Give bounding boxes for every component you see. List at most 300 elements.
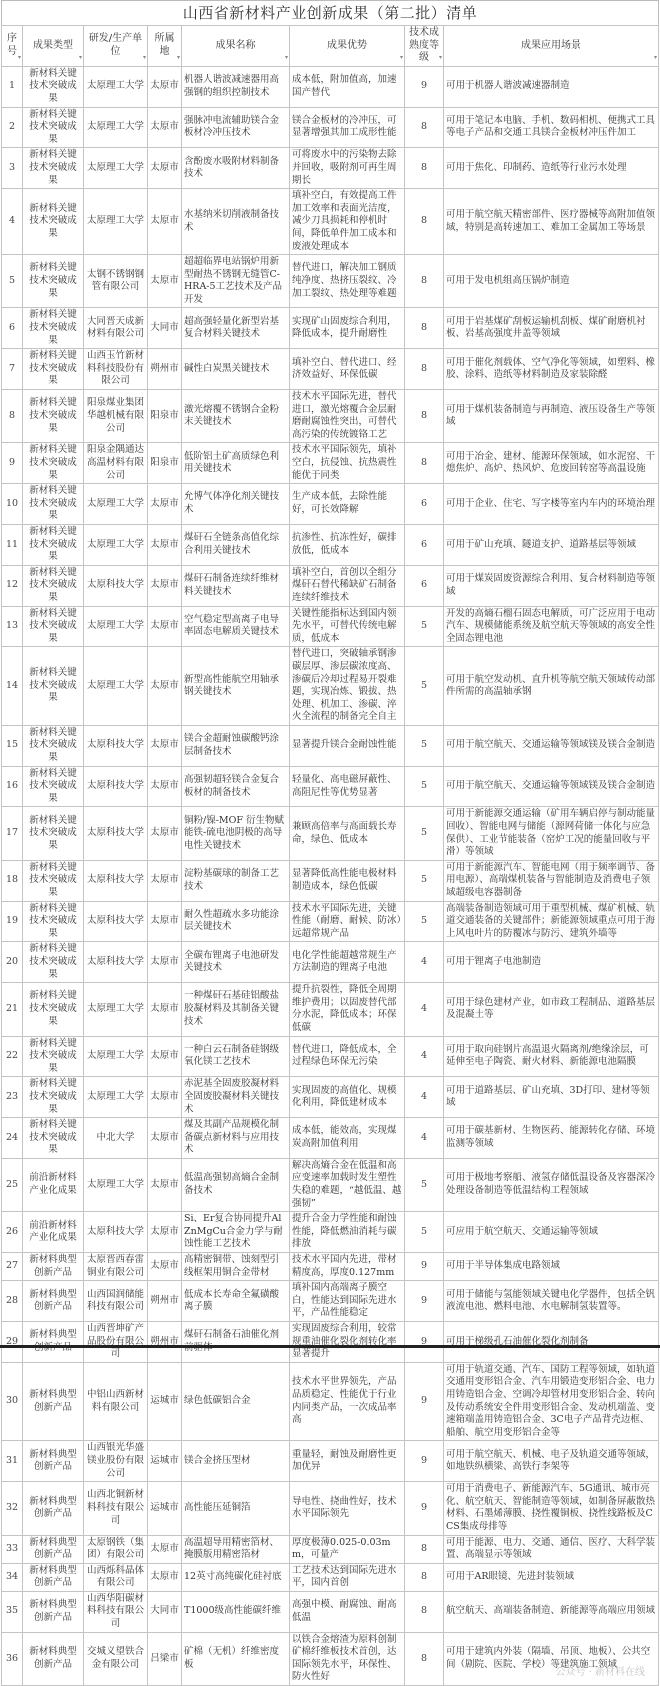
column-header-no[interactable]: 序号 ▾ [2,26,23,67]
city-cell[interactable]: 太原市 [148,606,182,647]
achievement-advantage-cell[interactable]: 抗渗性、抗冻性好，碳排放低，低成本 [290,524,405,565]
row-number-cell[interactable]: 12 [2,565,23,606]
city-cell[interactable]: 朔州市 [148,1281,182,1322]
table-row[interactable] [2,255,659,308]
achievement-name-cell[interactable]: 赤泥基全固废胶凝材料全固废胶凝材料关键技术 [182,1077,290,1118]
achievement-type-cell[interactable]: 新材料典型创新产品 [23,1535,84,1563]
achievement-advantage-cell[interactable]: 实现矿山固废综合利用，降低成本，提升耐磨性 [290,308,405,349]
application-scene-cell[interactable]: 可用于企业、住宅、写字楼等室内车内的环境治理 [444,484,659,525]
row-number-cell[interactable]: 6 [2,308,23,349]
maturity-level-cell[interactable]: 5 [405,807,444,860]
developer-unit-cell[interactable]: 太原理工大学 [84,484,148,525]
city-cell[interactable]: 太原市 [148,725,182,766]
maturity-level-cell[interactable]: 5 [405,1158,444,1211]
achievement-name-cell[interactable]: 高温超导用精密箔材、掩膜版用精密箔材 [182,1535,290,1563]
city-cell[interactable]: 太原市 [148,565,182,606]
application-scene-cell[interactable]: 可用于煤炭固废资源综合利用、复合材料制造等领域 [444,565,659,606]
table-row[interactable] [2,942,659,983]
city-cell[interactable]: 太原市 [148,1253,182,1281]
developer-unit-cell[interactable]: 太原科技大学 [84,565,148,606]
application-scene-cell[interactable]: 可用于道路基层、矿山充填、3D打印、建材等领域 [444,1077,659,1118]
row-number-cell[interactable]: 11 [2,524,23,565]
maturity-level-cell[interactable]: 6 [405,565,444,606]
column-header-type[interactable]: 成果类型 ▾ [23,26,84,67]
developer-unit-cell[interactable]: 太原理工大学 [84,983,148,1036]
maturity-level-cell[interactable]: 8 [405,1563,444,1591]
achievement-type-cell[interactable]: 新材料关键技术突破成果 [23,565,84,606]
city-cell[interactable]: 太原市 [148,1212,182,1253]
achievement-type-cell[interactable]: 新材料典型创新产品 [23,1322,84,1363]
table-row[interactable] [2,901,659,942]
developer-unit-cell[interactable]: 太原钢铁（集团）有限公司 [84,1535,148,1563]
maturity-level-cell[interactable]: 8 [405,390,444,443]
application-scene-cell[interactable]: 可用于AR眼镜、先进封装领域 [444,1563,659,1591]
achievement-advantage-cell[interactable]: 提升抗裂性，降低全周期维护费用；以固废替代部分水泥，降低成本；环保低碳 [290,983,405,1036]
achievement-name-cell[interactable]: 超超临界电站锅炉用新型耐热不锈钢无缝管C-HRA-5工艺技术及产品开发 [182,255,290,308]
application-scene-cell[interactable]: 可用于发电机组高压锅炉制造 [444,255,659,308]
application-scene-cell[interactable]: 可用于笔记本电脑、手机、数码相机、便携式工具等电子产品和交通工具镁合金板材冲压件加工 [444,107,659,148]
achievement-name-cell[interactable]: 镁合金挤压型材 [182,1441,290,1482]
column-header-name[interactable]: 成果名称 ▾ [182,26,290,67]
table-row[interactable] [2,1322,659,1363]
achievement-name-cell[interactable]: 煤矸石制备石油催化剂前驱体 [182,1322,290,1363]
city-cell[interactable]: 太原市 [148,255,182,308]
table-row[interactable] [2,1158,659,1211]
application-scene-cell[interactable]: 可用于半导体集成电路领域 [444,1253,659,1281]
row-number-cell[interactable]: 8 [2,390,23,443]
developer-unit-cell[interactable]: 山西烁科晶体有限公司 [84,1563,148,1591]
developer-unit-cell[interactable]: 太原理工大学 [84,66,148,107]
achievement-type-cell[interactable]: 新材料关键技术突破成果 [23,1118,84,1159]
table-row[interactable] [2,1281,659,1322]
achievement-type-cell[interactable]: 新材料关键技术突破成果 [23,255,84,308]
row-number-cell[interactable]: 15 [2,725,23,766]
achievement-type-cell[interactable]: 新材料典型创新产品 [23,1482,84,1535]
city-cell[interactable]: 太原市 [148,1563,182,1591]
developer-unit-cell[interactable]: 太原科技大学 [84,725,148,766]
row-number-cell[interactable]: 18 [2,860,23,901]
row-number-cell[interactable]: 30 [2,1362,23,1441]
achievement-advantage-cell[interactable]: 替代进口，降低成本，全过程绿色环保无污染 [290,1036,405,1077]
maturity-level-cell[interactable]: 5 [405,1212,444,1253]
maturity-level-cell[interactable]: 8 [405,107,444,148]
application-scene-cell[interactable]: 可用于航空航天、交通运输等领域镁及镁合金制造 [444,725,659,766]
developer-unit-cell[interactable]: 太原理工大学 [84,189,148,255]
filter-dropdown-icon[interactable]: ▾ [79,52,82,65]
row-number-cell[interactable]: 33 [2,1535,23,1563]
application-scene-cell[interactable]: 航空航天、高端装备制造、新能源等高端应用领域 [444,1591,659,1632]
achievement-type-cell[interactable]: 新材料典型创新产品 [23,1362,84,1441]
maturity-level-cell[interactable]: 4 [405,1036,444,1077]
row-number-cell[interactable]: 27 [2,1253,23,1281]
row-number-cell[interactable]: 24 [2,1118,23,1159]
table-row[interactable] [2,807,659,860]
table-row[interactable] [2,443,659,484]
maturity-level-cell[interactable]: 6 [405,524,444,565]
table-row[interactable] [2,390,659,443]
maturity-level-cell[interactable]: 8 [405,148,444,189]
achievement-name-cell[interactable]: T1000级高性能碳纤维 [182,1591,290,1632]
row-number-cell[interactable]: 32 [2,1482,23,1535]
city-cell[interactable]: 太原市 [148,766,182,807]
maturity-level-cell[interactable]: 9 [405,66,444,107]
achievement-name-cell[interactable]: 激光熔覆不锈钢合金粉末关键技术 [182,390,290,443]
developer-unit-cell[interactable]: 山西华阳碳材料科技有限公司 [84,1591,148,1632]
application-scene-cell[interactable]: 可用于煤机装备制造与再制造、液压设备生产等领域 [444,390,659,443]
application-scene-cell[interactable]: 可用于机器人谐波减速器制造 [444,66,659,107]
achievement-type-cell[interactable]: 新材料关键技术突破成果 [23,443,84,484]
achievement-advantage-cell[interactable]: 显著提升镁合金耐蚀性能 [290,725,405,766]
maturity-level-cell[interactable]: 9 [405,1482,444,1535]
achievement-advantage-cell[interactable]: 填补空白，有效提高工件加工效率和表面光洁度，减少刀具损耗和停机时间，降低单件加工成本和废液处理成本 [290,189,405,255]
developer-unit-cell[interactable]: 中北大学 [84,1118,148,1159]
achievement-type-cell[interactable]: 新材料典型创新产品 [23,1632,84,1685]
achievement-name-cell[interactable]: 绿色低碳铝合金 [182,1362,290,1441]
city-cell[interactable]: 大同市 [148,1591,182,1632]
achievement-name-cell[interactable]: 允博气体净化剂关键技术 [182,484,290,525]
developer-unit-cell[interactable]: 太原科技大学 [84,1212,148,1253]
city-cell[interactable]: 阳泉市 [148,443,182,484]
achievement-advantage-cell[interactable]: 替代进口，解决加工钢质纯净度、热挤压裂纹、冷加工裂纹、热处理等难题 [290,255,405,308]
table-row[interactable] [2,1591,659,1632]
application-scene-cell[interactable]: 可用于储能与氢能领域关键电化学器件，包括全钒液流电池、燃料电池、水电解制氢装置等。 [444,1281,659,1322]
developer-unit-cell[interactable]: 太原理工大学 [84,1036,148,1077]
achievement-advantage-cell[interactable]: 技术水平国际领先，填补空白，抗侵蚀、抗热震性能优于同类 [290,443,405,484]
column-header-city[interactable]: 所属地 ▾ [148,26,182,67]
filter-dropdown-icon[interactable]: ▾ [654,52,657,65]
row-number-cell[interactable]: 28 [2,1281,23,1322]
application-scene-cell[interactable]: 高端装备制造领域可用于重型机械、煤矿机械、轨道交通装备的关键部件；新能源领域重点可用于海上风电叶片的防覆冰与防污、建筑外墙等 [444,901,659,942]
developer-unit-cell[interactable]: 太原理工大学 [84,107,148,148]
developer-unit-cell[interactable]: 太原理工大学 [84,148,148,189]
achievement-type-cell[interactable]: 新材料关键技术突破成果 [23,189,84,255]
maturity-level-cell[interactable]: 5 [405,725,444,766]
filter-dropdown-icon[interactable]: ▾ [18,52,21,65]
achievement-advantage-cell[interactable]: 成本低，能效高，实现煤炭高附加值利用 [290,1118,405,1159]
achievement-type-cell[interactable]: 新材料关键技术突破成果 [23,484,84,525]
achievement-type-cell[interactable]: 新材料典型创新产品 [23,1441,84,1482]
maturity-level-cell[interactable]: 5 [405,901,444,942]
city-cell[interactable]: 太原市 [148,942,182,983]
achievement-name-cell[interactable]: 高精密铜带、蚀刻型引线框架用铜合金带材 [182,1253,290,1281]
table-row[interactable] [2,1036,659,1077]
achievement-type-cell[interactable]: 新材料关键技术突破成果 [23,942,84,983]
row-number-cell[interactable]: 36 [2,1632,23,1685]
city-cell[interactable]: 太原市 [148,1077,182,1118]
achievement-name-cell[interactable]: 低温高强韧高熵合金制备技术 [182,1158,290,1211]
achievement-type-cell[interactable]: 新材料关键技术突破成果 [23,524,84,565]
maturity-level-cell[interactable]: 5 [405,647,444,726]
achievement-type-cell[interactable]: 新材料典型创新产品 [23,1591,84,1632]
row-number-cell[interactable]: 13 [2,606,23,647]
city-cell[interactable]: 太原市 [148,1036,182,1077]
achievement-type-cell[interactable]: 新材料关键技术突破成果 [23,1077,84,1118]
table-row[interactable] [2,606,659,647]
maturity-level-cell[interactable]: 4 [405,983,444,1036]
column-header-level[interactable]: 技术成熟度等级 ▾ [405,26,444,67]
application-scene-cell[interactable]: 可用于极地考察船、液氢存储低温设备及容器深冷处理设备制造等低温结构工程领域 [444,1158,659,1211]
achievement-advantage-cell[interactable]: 导电性、挠曲性好，技术水平国际领先 [290,1482,405,1535]
developer-unit-cell[interactable]: 太原理工大学 [84,1158,148,1211]
filter-dropdown-icon[interactable]: ▾ [285,52,288,65]
achievement-type-cell[interactable]: 新材料典型创新产品 [23,1253,84,1281]
application-scene-cell[interactable]: 可用于新能源汽车、智能电网（用于频率调节、备用电源）、高端煤机装备与智能制造及消费电子领域超级电容器制备 [444,860,659,901]
row-number-cell[interactable]: 2 [2,107,23,148]
table-row[interactable] [2,1441,659,1482]
achievement-advantage-cell[interactable]: 工艺技术达到国际先进水平，国内首创 [290,1563,405,1591]
row-number-cell[interactable]: 14 [2,647,23,726]
achievement-advantage-cell[interactable]: 显著降低高性能电极材料制造成本，绿色低碳 [290,860,405,901]
achievement-advantage-cell[interactable]: 高强中模、耐腐蚀、耐高低温 [290,1591,405,1632]
achievement-advantage-cell[interactable]: 可将废水中的污染物去除并回收，吸附剂可再生周期长 [290,148,405,189]
application-scene-cell[interactable]: 可用于锂离子电池制造 [444,942,659,983]
developer-unit-cell[interactable]: 交城义望铁合金有限公司 [84,1632,148,1685]
city-cell[interactable]: 太原市 [148,107,182,148]
achievement-advantage-cell[interactable]: 关键性能指标达到国内领先水平，可替代传统电解质，低成本 [290,606,405,647]
maturity-level-cell[interactable]: 8 [405,189,444,255]
table-row[interactable] [2,1563,659,1591]
row-number-cell[interactable]: 25 [2,1158,23,1211]
table-row[interactable] [2,349,659,390]
city-cell[interactable]: 太原市 [148,901,182,942]
application-scene-cell[interactable]: 可应用于航空航天、交通运输等领域 [444,1212,659,1253]
city-cell[interactable]: 朔州市 [148,1322,182,1363]
city-cell[interactable]: 运城市 [148,1482,182,1535]
application-scene-cell[interactable]: 可用于催化剂载体、空气净化等领域，如塑料、橡胶、涂料、造纸等材料制造及家装除醛 [444,349,659,390]
city-cell[interactable]: 太原市 [148,807,182,860]
filter-dropdown-icon[interactable]: ▾ [143,52,146,65]
table-row[interactable] [2,725,659,766]
application-scene-cell[interactable]: 可用于航空发动机、直升机等航空航天领域传动部件所需的高温轴承钢 [444,647,659,726]
application-scene-cell[interactable]: 开发的高熵石榴石固态电解质，可广泛应用于电动汽车、规模储能系统及航空航天等领域的高安全性全固态锂电池 [444,606,659,647]
maturity-level-cell[interactable]: 4 [405,942,444,983]
achievement-name-cell[interactable]: 全碳布锂离子电池研发关键技术 [182,942,290,983]
application-scene-cell[interactable]: 可用于新能源交通运输（矿用车辆启停与制动能量回收）、智能电网与储能（源网荷储一体化与应急保供）、工业节能装备（窑炉工况的能量回收与平滑）等领域 [444,807,659,860]
city-cell[interactable]: 太原市 [148,148,182,189]
city-cell[interactable]: 太原市 [148,860,182,901]
table-row[interactable] [2,189,659,255]
developer-unit-cell[interactable]: 太原理工大学 [84,524,148,565]
city-cell[interactable]: 太原市 [148,647,182,726]
achievement-name-cell[interactable]: 高强韧超轻镁合金复合板材的制备技术 [182,766,290,807]
achievement-name-cell[interactable]: 耐久性超疏水多功能涂层关键技术 [182,901,290,942]
achievement-type-cell[interactable]: 前沿新材料产业化成果 [23,1158,84,1211]
developer-unit-cell[interactable]: 太原科技大学 [84,766,148,807]
row-number-cell[interactable]: 20 [2,942,23,983]
maturity-level-cell[interactable]: 6 [405,484,444,525]
maturity-level-cell[interactable]: 8 [405,1535,444,1563]
city-cell[interactable]: 阳泉市 [148,390,182,443]
achievement-advantage-cell[interactable]: 实现固废的高值化、规模化利用，降低建材成本 [290,1077,405,1118]
row-number-cell[interactable]: 10 [2,484,23,525]
application-scene-cell[interactable]: 可用于岩基煤矿刮板运输机刮板、煤矿耐磨机衬板、岩基高强度井盖等领域 [444,308,659,349]
application-scene-cell[interactable]: 可用于轨道交通、汽车、国防工程等领域，如轨道交通用变形铝合金、汽车用锻造变形铝合金、电力用铸造铝合金、空调冷却管材用变形铝合金、转向及传动系统安全件用变形铝合金、发动机端盖、变速箱端盖用铸造铝合金、3C电子产品背壳边框、船舶、航空用变形铝合金等 [444,1362,659,1441]
developer-unit-cell[interactable]: 太原科技大学 [84,901,148,942]
application-scene-cell[interactable]: 可用于能源、电力、交通、通信、医疗、大科学装置、高端显示等领域 [444,1535,659,1563]
achievement-advantage-cell[interactable]: 提升合金力学性能和耐蚀性能，降低燃油消耗与碳排放 [290,1212,405,1253]
achievement-name-cell[interactable]: 水基纳米切削液制备技术 [182,189,290,255]
row-number-cell[interactable]: 1 [2,66,23,107]
application-scene-cell[interactable]: 可用于航空航天、机械、电子及轨道交通等领域，如地铁纵横梁、高铁行李架等 [444,1441,659,1482]
city-cell[interactable]: 太原市 [148,524,182,565]
application-scene-cell[interactable]: 可用于消费电子、新能源汽车、5G通讯、城市亮化、航空航天、智能制造等领域，如制备屏蔽散热材料、石墨烯薄膜、挠性覆铜板、挠性线路板及CCS集成母排等 [444,1482,659,1535]
table-row[interactable] [2,148,659,189]
maturity-level-cell[interactable]: 8 [405,1591,444,1632]
table-row[interactable] [2,308,659,349]
city-cell[interactable]: 大同市 [148,308,182,349]
developer-unit-cell[interactable]: 山西玉竹新材料科技股份有限公司 [84,349,148,390]
maturity-level-cell[interactable]: 9 [405,1441,444,1482]
developer-unit-cell[interactable]: 太原科技大学 [84,860,148,901]
achievement-advantage-cell[interactable]: 重量轻，耐蚀及耐磨性更加优异 [290,1441,405,1482]
filter-dropdown-icon[interactable]: ▾ [439,52,442,65]
row-number-cell[interactable]: 9 [2,443,23,484]
row-number-cell[interactable]: 31 [2,1441,23,1482]
row-number-cell[interactable]: 4 [2,189,23,255]
achievement-type-cell[interactable]: 新材料关键技术突破成果 [23,725,84,766]
table-row[interactable] [2,766,659,807]
achievement-advantage-cell[interactable]: 兼顾高倍率与高面载长寿命，绿色、低成本 [290,807,405,860]
achievement-name-cell[interactable]: 强脉冲电流辅助镁合金板材冷冲压技术 [182,107,290,148]
city-cell[interactable]: 太原市 [148,1158,182,1211]
city-cell[interactable]: 太原市 [148,1535,182,1563]
table-row[interactable] [2,1077,659,1118]
table-row[interactable] [2,107,659,148]
achievement-advantage-cell[interactable]: 生产成本低，去除性能好，可长效降解 [290,484,405,525]
developer-unit-cell[interactable]: 太原科技大学 [84,807,148,860]
city-cell[interactable]: 太原市 [148,983,182,1036]
maturity-level-cell[interactable]: 8 [405,1632,444,1685]
achievement-name-cell[interactable]: 低阶铝土矿高质绿色利用关键技术 [182,443,290,484]
achievement-advantage-cell[interactable]: 技术水平国际先进，替代进口，激光熔覆合金层耐磨耐腐蚀性突出，可替代高污染的传统镀铬工艺 [290,390,405,443]
developer-unit-cell[interactable]: 山西国润储能科技有限公司 [84,1281,148,1322]
achievement-name-cell[interactable]: 碱性白炭黑关键技术 [182,349,290,390]
table-row[interactable] [2,565,659,606]
achievement-name-cell[interactable]: 矿棉（无机）纤维密度板 [182,1632,290,1685]
achievement-advantage-cell[interactable]: 解决高熵合金在低温和高应变速率加载时发生塑性失稳的难题，“越低温、越强韧” [290,1158,405,1211]
developer-unit-cell[interactable]: 山西北铜新材料科技有限公司 [84,1482,148,1535]
achievement-advantage-cell[interactable]: 厚度极薄0.025-0.03mm，可量产 [290,1535,405,1563]
row-number-cell[interactable]: 5 [2,255,23,308]
row-number-cell[interactable]: 7 [2,349,23,390]
achievement-name-cell[interactable]: Si、Er复合协同提升AlZnMgCu合金力学与耐蚀性能工艺技术 [182,1212,290,1253]
maturity-level-cell[interactable]: 8 [405,255,444,308]
achievement-name-cell[interactable]: 镁合金超耐蚀碳酸钙涂层制备技术 [182,725,290,766]
achievement-advantage-cell[interactable]: 技术水平国际先进，关键性能（耐磨、耐候、防冰）远超常规产品 [290,901,405,942]
developer-unit-cell[interactable]: 太原理工大学 [84,606,148,647]
achievement-advantage-cell[interactable]: 以铁合金熔渣为原料创制矿棉纤维板技术首创，达国际领先水平，环保性、防火性好 [290,1632,405,1685]
application-scene-cell[interactable]: 可用于焦化、印制药、造纸等行业污水处理 [444,148,659,189]
city-cell[interactable]: 太原市 [148,1118,182,1159]
achievement-advantage-cell[interactable]: 轻量化、高电磁屏蔽性、高阻尼性等优势显著 [290,766,405,807]
developer-unit-cell[interactable]: 太原晋西春雷铜业有限公司 [84,1253,148,1281]
row-number-cell[interactable]: 26 [2,1212,23,1253]
column-header-advantage[interactable]: 成果优势 ▾ [290,26,405,67]
achievement-advantage-cell[interactable]: 替代进口，突破轴承钢渗碳层厚、渗层碳浓度高、渗碳后冷却过程易开裂难题，实现冶炼、锻拔、热处理、机加工、渗碳、淬火全流程的制备完全自主 [290,647,405,726]
achievement-type-cell[interactable]: 新材料关键技术突破成果 [23,390,84,443]
developer-unit-cell[interactable]: 阳泉金隅通达高温材料有限公司 [84,443,148,484]
achievement-advantage-cell[interactable]: 镁合金板材的冷冲压，可显著增强其加工成形性能 [290,107,405,148]
table-row[interactable] [2,1212,659,1253]
table-row[interactable] [2,1253,659,1281]
achievement-type-cell[interactable]: 新材料关键技术突破成果 [23,807,84,860]
table-row[interactable] [2,1362,659,1441]
achievement-advantage-cell[interactable]: 实现固废综合利用，较常规重油催化裂化剂转化率显著提升 [290,1322,405,1363]
table-row[interactable] [2,1535,659,1563]
achievement-type-cell[interactable]: 新材料关键技术突破成果 [23,606,84,647]
row-number-cell[interactable]: 35 [2,1591,23,1632]
developer-unit-cell[interactable]: 太钢不锈钢钢管有限公司 [84,255,148,308]
developer-unit-cell[interactable]: 阳泉煤业集团华越机械有限公司 [84,390,148,443]
city-cell[interactable]: 朔州市 [148,349,182,390]
city-cell[interactable]: 太原市 [148,484,182,525]
achievement-name-cell[interactable]: 空气稳定型高离子电导率固态电解质关键技术 [182,606,290,647]
achievement-advantage-cell[interactable]: 填补国内高端离子膜空白，性能达到国际先进水平，产品性能稳定 [290,1281,405,1322]
maturity-level-cell[interactable]: 4 [405,1077,444,1118]
filter-dropdown-icon[interactable]: ▾ [400,52,403,65]
application-scene-cell[interactable]: 可用于航空航天、交通运输等领域镁及镁合金制造 [444,766,659,807]
table-row[interactable] [2,983,659,1036]
maturity-level-cell[interactable]: 5 [405,606,444,647]
application-scene-cell[interactable]: 可用于冶金、建材、能源环保领域，如水泥窑、干熄焦炉、高炉、热风炉、危废回转窑等高温设施 [444,443,659,484]
application-scene-cell[interactable]: 可用于绿色建材产业，如市政工程制品、道路基层及混凝土等 [444,983,659,1036]
developer-unit-cell[interactable]: 太原理工大学 [84,647,148,726]
application-scene-cell[interactable]: 可用于建筑内外装（隔墙、吊顶、地板）、公共空间（剧院、医院、学校）等建筑施工领域 [444,1632,659,1685]
maturity-level-cell[interactable]: 8 [405,349,444,390]
achievement-name-cell[interactable]: 煤矸石制备连续纤维材料关键技术 [182,565,290,606]
achievement-type-cell[interactable]: 新材料关键技术突破成果 [23,901,84,942]
developer-unit-cell[interactable]: 太原科技大学 [84,942,148,983]
city-cell[interactable]: 吕梁市 [148,1632,182,1685]
maturity-level-cell[interactable]: 9 [405,1281,444,1322]
developer-unit-cell[interactable]: 中铝山西新材料有限公司 [84,1362,148,1441]
column-header-unit[interactable]: 研发/生产单位 ▾ [84,26,148,67]
application-scene-cell[interactable]: 可用于航空航天精密部件、医疗器械等高附加值领域，特别是高转速加工、难加工金属加工等场景 [444,189,659,255]
achievement-type-cell[interactable]: 新材料关键技术突破成果 [23,349,84,390]
maturity-level-cell[interactable]: 8 [405,443,444,484]
application-scene-cell[interactable]: 可用于碳基新材、生物医药、能源转化存储、环境监测等领域 [444,1118,659,1159]
city-cell[interactable]: 太原市 [148,66,182,107]
achievement-advantage-cell[interactable]: 成本低，附加值高，加速国产替代 [290,66,405,107]
city-cell[interactable]: 运城市 [148,1362,182,1441]
achievement-name-cell[interactable]: 高性能压延铜箔 [182,1482,290,1535]
table-row[interactable] [2,647,659,726]
achievement-name-cell[interactable]: 超高强轻量化新型岩基复合材料关键技术 [182,308,290,349]
maturity-level-cell[interactable]: 5 [405,766,444,807]
maturity-level-cell[interactable]: 9 [405,1322,444,1363]
application-scene-cell[interactable]: 可用于取向硅钢片高温退火隔离剂/绝缘涂层，可延伸至电子陶瓷、耐火材料、新能源电池隔膜 [444,1036,659,1077]
achievement-type-cell[interactable]: 新材料典型创新产品 [23,1281,84,1322]
maturity-level-cell[interactable]: 8 [405,308,444,349]
column-header-scene[interactable]: 成果应用场景 ▾ [444,26,659,67]
developer-unit-cell[interactable]: 山西银光华盛镁业股份有限公司 [84,1441,148,1482]
row-number-cell[interactable]: 23 [2,1077,23,1118]
achievement-name-cell[interactable]: 含酚废水吸附材料制备技术 [182,148,290,189]
row-number-cell[interactable]: 3 [2,148,23,189]
row-number-cell[interactable]: 19 [2,901,23,942]
row-number-cell[interactable]: 21 [2,983,23,1036]
achievement-name-cell[interactable]: 一种煤矸石基硅铝酸盐胶凝材料及其制备关键技术 [182,983,290,1036]
row-number-cell[interactable]: 22 [2,1036,23,1077]
row-number-cell[interactable]: 34 [2,1563,23,1591]
achievement-type-cell[interactable]: 新材料关键技术突破成果 [23,983,84,1036]
achievement-name-cell[interactable]: 淀粉基碳球的制备工艺技术 [182,860,290,901]
achievement-type-cell[interactable]: 新材料关键技术突破成果 [23,647,84,726]
achievement-name-cell[interactable]: 煤及其副产品规模化制备碳点新材料与应用技术 [182,1118,290,1159]
table-row[interactable] [2,484,659,525]
achievement-type-cell[interactable]: 新材料关键技术突破成果 [23,66,84,107]
achievement-name-cell[interactable]: 煤矸石全链条高值化综合利用关键技术 [182,524,290,565]
